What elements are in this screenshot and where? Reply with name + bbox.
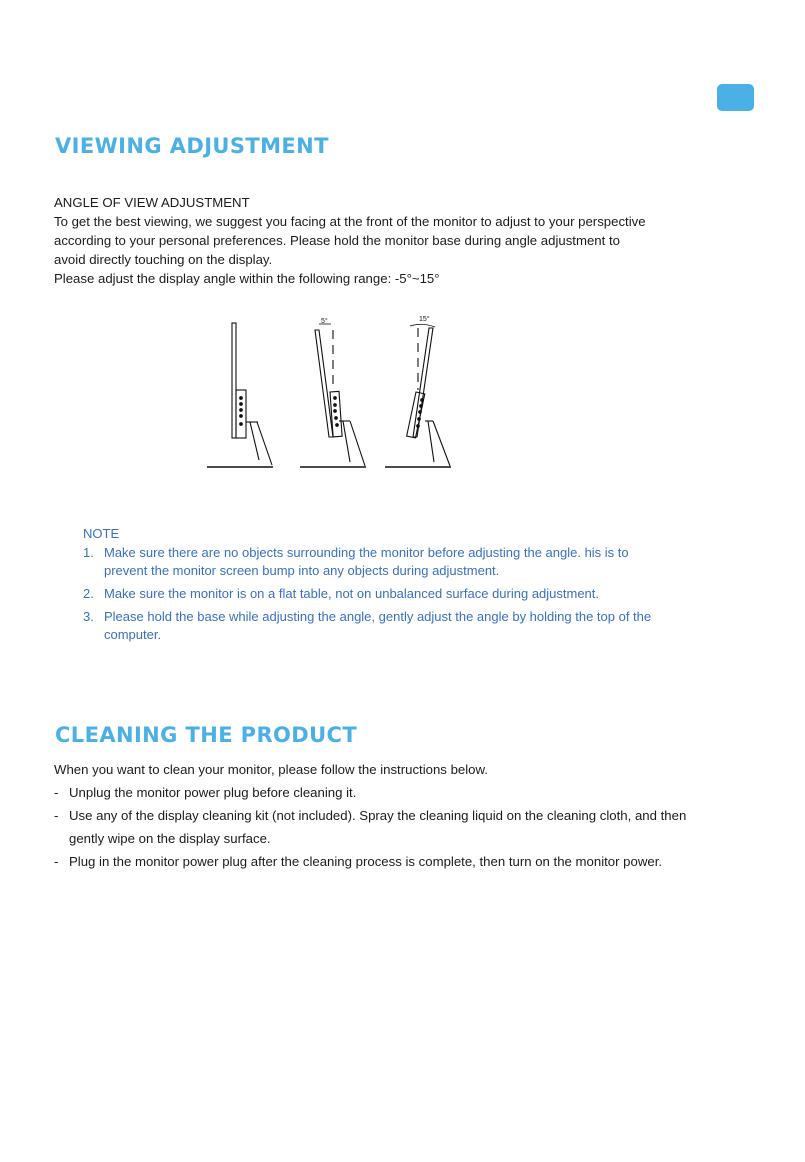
note-section [83,526,651,649]
bullet-dash: - [54,785,59,800]
note-item-2 [83,585,651,603]
step-2-line-2: gently wipe on the display surface. [69,831,271,846]
note-number: 3. [83,609,94,624]
angle-line-3: avoid directly touching on the display. [54,252,273,267]
step-2-line-1: Use any of the display cleaning kit (not included). Spray the cleaning liquid on the cleaning cloth, and then [69,808,687,823]
bullet-dash: - [54,808,59,823]
cleaning-intro: When you want to clean your monitor, please follow the instructions below. [54,762,488,777]
section-heading-cleaning: CLEANING THE PRODUCT [55,723,358,747]
angle-adjustment-section [54,193,646,288]
monitor-tilt-5-drawing [300,324,366,467]
note-2-line-1: Make sure the monitor is on a flat table, not on unbalanced surface during adjustment. [104,586,600,601]
tilt-label-15: 15° [419,316,430,323]
cleaning-section [54,760,686,871]
cleaning-step-2 [54,806,686,848]
cleaning-step-3 [54,852,686,871]
angle-line-4: Please adjust the display angle within the following range: -5°~15° [54,271,440,286]
note-item-3 [83,608,651,644]
note-1-line-2: prevent the monitor screen bump into any objects during adjustment. [104,563,500,578]
monitor-upright-drawing [207,323,273,467]
note-1-line-1: Make sure there are no objects surrounding the monitor before adjusting the angle. his is to [104,545,629,560]
note-3-line-2: computer. [104,627,162,642]
cleaning-step-1 [54,783,686,802]
note-number: 2. [83,586,94,601]
section-heading-viewing-adjustment: VIEWING ADJUSTMENT [55,134,329,158]
bullet-dash: - [54,854,59,869]
note-title: NOTE [83,526,120,541]
note-3-line-1: Please hold the base while adjusting the angle, gently adjust the angle by holding the top of the [104,609,652,624]
angle-subheading: ANGLE OF VIEW ADJUSTMENT [54,195,250,210]
note-item-1 [83,544,651,580]
page-tab-marker [717,84,754,111]
tilt-label-5: 5° [321,318,328,325]
step-1-line-1: Unplug the monitor power plug before cleaning it. [69,785,357,800]
step-3-line-1: Plug in the monitor power plug after the cleaning process is complete, then turn on the monitor power. [69,854,663,869]
angle-line-1: To get the best viewing, we suggest you facing at the front of the monitor to adjust to your perspective [54,214,646,229]
monitor-tilt-diagram [200,310,465,475]
note-number: 1. [83,545,94,560]
monitor-tilt-15-drawing [385,324,451,467]
angle-line-2: according to your personal preferences. Please hold the monitor base during angle adjustment to [54,233,620,248]
